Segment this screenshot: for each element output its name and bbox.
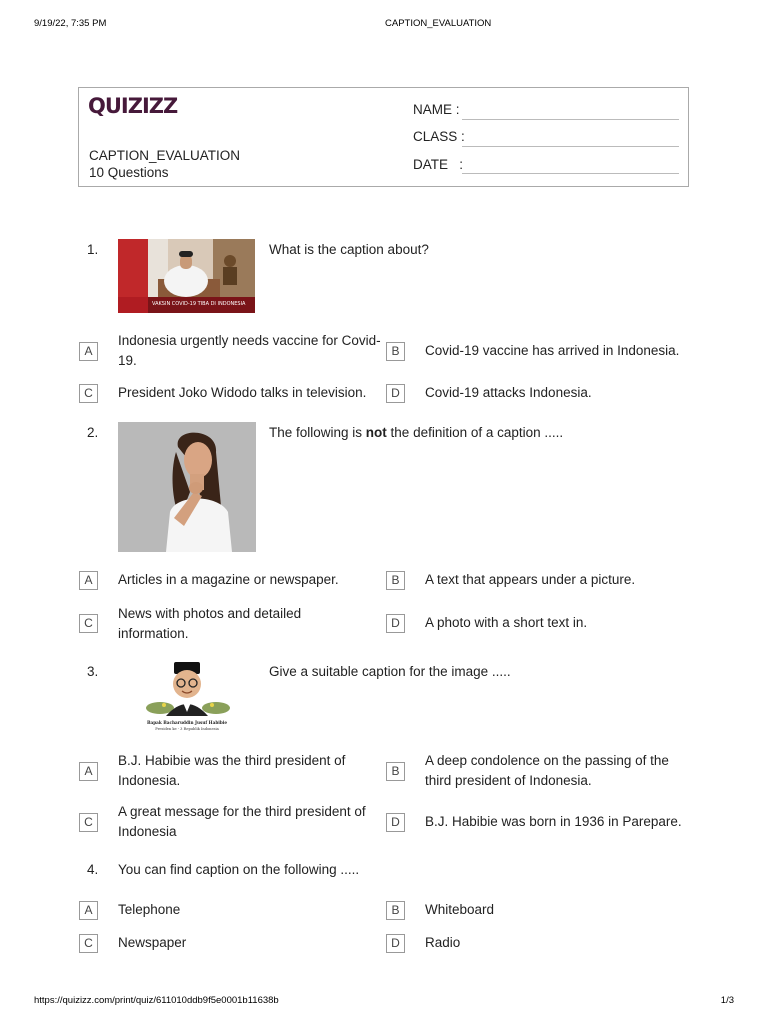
option-box[interactable]: A [79, 901, 98, 920]
option-box[interactable]: D [386, 813, 405, 832]
option-text: A deep condolence on the passing of the third president of Indonesia. [425, 753, 669, 788]
question-text-part: The following is [269, 425, 366, 440]
question-count: 10 Questions [89, 165, 169, 180]
jokowi-broadcast-image [118, 239, 255, 313]
question-number: 2. [87, 425, 99, 440]
option-box[interactable]: A [79, 571, 98, 590]
question-number: 1. [87, 242, 99, 257]
option-box[interactable]: C [79, 813, 98, 832]
print-page-number: 1/3 [720, 995, 734, 1006]
option-box[interactable]: D [386, 934, 405, 953]
question-number: 4. [87, 862, 99, 877]
option-text: Indonesia urgently needs vaccine for Covid-19. [118, 333, 381, 368]
option-text: Whiteboard [425, 902, 495, 917]
name-field[interactable] [462, 119, 679, 120]
option-text: Newspaper [118, 935, 187, 950]
print-datetime: 9/19/22, 7:35 PM [34, 18, 107, 29]
date-field[interactable] [462, 173, 679, 174]
question-text-bold: not [365, 425, 387, 440]
option-box[interactable]: D [386, 384, 405, 403]
option-text: B.J. Habibie was the third president of Indonesia. [118, 753, 346, 788]
print-title: CAPTION_EVALUATION [385, 18, 492, 29]
option-text: News with photos and detailed information. [118, 606, 302, 641]
option-box[interactable]: B [386, 762, 405, 781]
class-label: CLASS : [413, 129, 465, 144]
question-3-image [118, 660, 256, 734]
option-text: Covid-19 vaccine has arrived in Indonesia. [425, 343, 680, 358]
option-box[interactable]: C [79, 384, 98, 403]
date-label: DATE : [413, 157, 464, 172]
option-text: Telephone [118, 902, 181, 917]
habibie-illustration [118, 660, 256, 734]
image-caption-line: Presiden ke - 3 Republik Indonesia [155, 727, 219, 731]
option-box[interactable]: C [79, 614, 98, 633]
option-text: Radio [425, 935, 461, 950]
option-box[interactable]: A [79, 342, 98, 361]
print-url: https://quizizz.com/print/quiz/611010ddb9f5e0001b11638b [34, 995, 279, 1006]
option-text: Articles in a magazine or newspaper. [118, 572, 339, 587]
banner-text: VAKSIN COVID-19 TIBA DI INDONESIA [152, 301, 246, 307]
question-1-text: What is the caption about? [269, 242, 429, 257]
option-text: President Joko Widodo talks in television. [118, 385, 367, 400]
option-text: Covid-19 attacks Indonesia. [425, 385, 592, 400]
question-3-text: Give a suitable caption for the image ..... [269, 664, 511, 679]
option-box[interactable]: B [386, 901, 405, 920]
option-text: A photo with a short text in. [425, 615, 588, 630]
name-label: NAME : [413, 102, 460, 117]
option-box[interactable]: D [386, 614, 405, 633]
question-1-image [118, 239, 255, 313]
option-box[interactable]: B [386, 571, 405, 590]
question-text-part: the definition of a caption ..... [386, 425, 564, 440]
class-field[interactable] [462, 146, 679, 147]
option-text: A text that appears under a picture. [425, 572, 636, 587]
quizizz-logo: QUIZIZZ [88, 94, 178, 118]
image-caption-line: Bapak Bacharuddin Jusuf Habibie [146, 720, 228, 725]
thinking-woman-image [118, 422, 256, 552]
quiz-title: CAPTION_EVALUATION [89, 148, 241, 163]
question-2-text [269, 425, 563, 440]
option-text: A great message for the third president of Indonesia [118, 804, 366, 839]
question-number: 3. [87, 664, 99, 679]
option-box[interactable]: C [79, 934, 98, 953]
question-2-image [118, 422, 256, 552]
option-box[interactable]: B [386, 342, 405, 361]
question-4-text: You can find caption on the following ..... [118, 862, 360, 877]
option-box[interactable]: A [79, 762, 98, 781]
option-text: B.J. Habibie was born in 1936 in Parepare. [425, 814, 682, 829]
